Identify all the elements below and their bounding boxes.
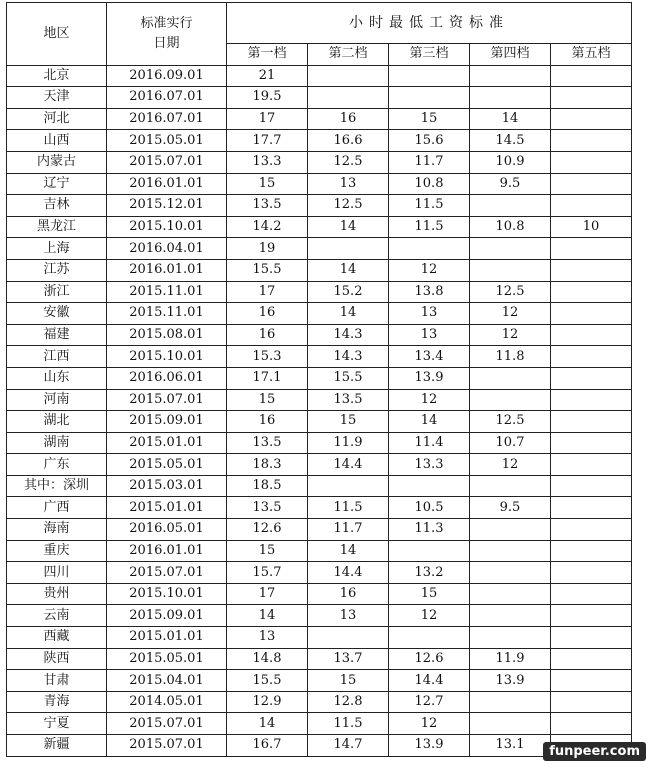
cell-tier-3: 12 [389,389,470,411]
cell-tier-5 [551,475,632,497]
table-row [7,173,632,195]
cell-tier-4: 10.9 [470,151,551,173]
cell-tier-5 [551,173,632,195]
cell-tier-5 [551,151,632,173]
cell-tier-2: 16 [308,108,389,130]
cell-tier-2 [308,65,389,87]
cell-tier-2: 13 [308,605,389,627]
cell-date: 2015.07.01 [107,562,227,584]
cell-tier-5 [551,87,632,109]
cell-tier-3: 13 [389,303,470,325]
cell-region: 贵州 [7,583,107,605]
header-tier-3: 第三档 [389,44,470,66]
cell-tier-4: 12 [470,454,551,476]
cell-tier-4: 12.5 [470,281,551,303]
table-row [7,583,632,605]
table-row [7,108,632,130]
cell-date: 2015.03.01 [107,475,227,497]
cell-tier-1: 14.8 [227,648,308,670]
cell-tier-2: 14.4 [308,454,389,476]
cell-tier-1: 15 [227,389,308,411]
cell-tier-2: 14.3 [308,346,389,368]
cell-region: 云南 [7,605,107,627]
cell-tier-1: 15.7 [227,562,308,584]
cell-tier-3: 13.2 [389,562,470,584]
cell-region: 青海 [7,691,107,713]
cell-tier-1: 14.2 [227,216,308,238]
cell-tier-1: 13.3 [227,151,308,173]
header-title: 小时最低工资标准 [227,3,632,44]
cell-region: 陕西 [7,648,107,670]
cell-tier-2: 15 [308,411,389,433]
table-row [7,411,632,433]
cell-tier-2: 14 [308,303,389,325]
header-region: 地区 [7,3,107,66]
header-date-line2: 日期 [153,35,180,51]
cell-tier-5 [551,346,632,368]
cell-tier-2 [308,238,389,260]
table-row [7,238,632,260]
cell-tier-4: 9.5 [470,497,551,519]
cell-tier-4 [470,238,551,260]
cell-date: 2016.01.01 [107,540,227,562]
cell-region: 福建 [7,324,107,346]
cell-tier-2: 15 [308,670,389,692]
cell-tier-3 [389,475,470,497]
cell-tier-4 [470,583,551,605]
cell-date: 2015.10.01 [107,346,227,368]
cell-tier-2: 14.7 [308,735,389,757]
cell-tier-5 [551,562,632,584]
cell-date: 2016.04.01 [107,238,227,260]
cell-tier-4 [470,540,551,562]
table-row [7,432,632,454]
cell-date: 2015.09.01 [107,605,227,627]
cell-tier-2: 15.5 [308,367,389,389]
cell-region: 江苏 [7,259,107,281]
cell-date: 2016.06.01 [107,367,227,389]
table-row [7,195,632,217]
cell-date: 2014.05.01 [107,691,227,713]
cell-tier-4: 13.9 [470,670,551,692]
cell-tier-5 [551,540,632,562]
header-tier-2: 第二档 [308,44,389,66]
cell-tier-5 [551,627,632,649]
table-row [7,519,632,541]
cell-region: 四川 [7,562,107,584]
cell-tier-4: 11.9 [470,648,551,670]
table-row [7,670,632,692]
cell-tier-4: 12.5 [470,411,551,433]
cell-tier-5 [551,454,632,476]
cell-tier-1: 14 [227,713,308,735]
cell-tier-3: 10.8 [389,173,470,195]
cell-tier-1: 17.1 [227,367,308,389]
cell-tier-2: 14 [308,216,389,238]
cell-tier-4 [470,519,551,541]
cell-tier-4 [470,691,551,713]
cell-date: 2015.05.01 [107,130,227,152]
cell-tier-1: 13.5 [227,195,308,217]
cell-date: 2016.05.01 [107,519,227,541]
cell-region: 新疆 [7,735,107,757]
cell-date: 2016.07.01 [107,87,227,109]
cell-region: 吉林 [7,195,107,217]
cell-date: 2015.08.01 [107,324,227,346]
cell-tier-4: 14.5 [470,130,551,152]
cell-tier-1: 15.5 [227,670,308,692]
cell-tier-4: 14 [470,108,551,130]
cell-tier-4: 11.8 [470,346,551,368]
cell-tier-4 [470,562,551,584]
cell-tier-3: 15 [389,108,470,130]
cell-tier-5 [551,389,632,411]
cell-tier-4: 9.5 [470,173,551,195]
cell-tier-3: 14.4 [389,670,470,692]
cell-region: 山西 [7,130,107,152]
cell-tier-3: 12 [389,713,470,735]
table-row [7,497,632,519]
cell-region: 上海 [7,238,107,260]
cell-tier-3: 11.3 [389,519,470,541]
cell-tier-4 [470,627,551,649]
cell-tier-3: 11.5 [389,195,470,217]
cell-tier-5 [551,432,632,454]
cell-tier-5 [551,195,632,217]
header-tier-4: 第四档 [470,44,551,66]
cell-tier-4: 12 [470,303,551,325]
cell-date: 2015.07.01 [107,389,227,411]
cell-region: 天津 [7,87,107,109]
cell-date: 2016.07.01 [107,108,227,130]
cell-tier-5 [551,303,632,325]
cell-tier-2 [308,475,389,497]
cell-tier-4 [470,389,551,411]
cell-region: 湖北 [7,411,107,433]
cell-tier-5 [551,411,632,433]
cell-tier-3: 14 [389,411,470,433]
cell-region: 辽宁 [7,173,107,195]
cell-region: 浙江 [7,281,107,303]
cell-tier-3: 10.5 [389,497,470,519]
cell-tier-3: 12 [389,605,470,627]
cell-date: 2015.09.01 [107,411,227,433]
header-tier-1: 第一档 [227,44,308,66]
table-row [7,540,632,562]
cell-tier-1: 16 [227,324,308,346]
cell-tier-5 [551,670,632,692]
cell-date: 2015.07.01 [107,713,227,735]
cell-tier-3: 11.4 [389,432,470,454]
cell-tier-5 [551,583,632,605]
cell-tier-1: 13 [227,627,308,649]
cell-tier-2: 11.9 [308,432,389,454]
cell-tier-3: 12 [389,259,470,281]
table-row [7,130,632,152]
cell-tier-1: 15.3 [227,346,308,368]
cell-tier-1: 17.7 [227,130,308,152]
cell-tier-1: 15 [227,173,308,195]
header-tier-5: 第五档 [551,44,632,66]
cell-tier-3: 11.5 [389,216,470,238]
cell-tier-1: 16 [227,303,308,325]
table-row [7,367,632,389]
table-body [7,65,632,756]
cell-region: 湖南 [7,432,107,454]
cell-tier-1: 12.6 [227,519,308,541]
cell-tier-3 [389,238,470,260]
cell-tier-1: 18.5 [227,475,308,497]
cell-tier-4: 12 [470,324,551,346]
cell-tier-4 [470,87,551,109]
cell-region: 海南 [7,519,107,541]
cell-tier-2: 14.4 [308,562,389,584]
cell-tier-4: 13.1 [470,735,551,757]
cell-tier-3: 11.7 [389,151,470,173]
cell-tier-4 [470,713,551,735]
cell-tier-1: 17 [227,583,308,605]
cell-tier-3: 13.3 [389,454,470,476]
cell-date: 2015.11.01 [107,303,227,325]
cell-tier-3: 12.6 [389,648,470,670]
cell-region: 山东 [7,367,107,389]
cell-tier-2: 11.7 [308,519,389,541]
cell-tier-3: 15 [389,583,470,605]
cell-tier-5 [551,324,632,346]
cell-tier-5 [551,108,632,130]
cell-tier-1: 15.5 [227,259,308,281]
cell-tier-4 [470,605,551,627]
table-row [7,346,632,368]
cell-tier-1: 13.5 [227,432,308,454]
cell-region: 重庆 [7,540,107,562]
table-row [7,87,632,109]
cell-tier-2 [308,87,389,109]
cell-tier-5 [551,259,632,281]
table-row [7,648,632,670]
cell-tier-5: 10 [551,216,632,238]
header-date-line1: 标准实行 [140,15,193,31]
cell-tier-4: 10.7 [470,432,551,454]
cell-tier-2: 11.5 [308,497,389,519]
cell-date: 2016.01.01 [107,259,227,281]
cell-region: 内蒙古 [7,151,107,173]
cell-date: 2015.01.01 [107,627,227,649]
table-row [7,303,632,325]
table-row [7,259,632,281]
cell-tier-1: 19 [227,238,308,260]
table-row [7,562,632,584]
table-row [7,454,632,476]
cell-region: 其中：深圳 [7,475,107,497]
cell-tier-1: 12.9 [227,691,308,713]
table-row [7,65,632,87]
cell-tier-4: 10.8 [470,216,551,238]
cell-region: 甘肃 [7,670,107,692]
cell-tier-3: 13.9 [389,367,470,389]
cell-date: 2015.01.01 [107,432,227,454]
cell-tier-2: 13.5 [308,389,389,411]
table-row [7,389,632,411]
cell-region: 安徽 [7,303,107,325]
watermark-logo: funpeer.com [543,742,646,761]
cell-date: 2015.05.01 [107,454,227,476]
cell-tier-2: 11.5 [308,713,389,735]
cell-date: 2015.12.01 [107,195,227,217]
cell-tier-2: 12.8 [308,691,389,713]
cell-region: 河南 [7,389,107,411]
cell-tier-4 [470,259,551,281]
cell-tier-1: 17 [227,108,308,130]
minimum-wage-table [6,2,632,757]
cell-tier-3 [389,65,470,87]
table-row [7,216,632,238]
cell-tier-2: 15.2 [308,281,389,303]
cell-tier-5 [551,497,632,519]
cell-date: 2016.09.01 [107,65,227,87]
cell-tier-2: 13 [308,173,389,195]
cell-date: 2015.04.01 [107,670,227,692]
cell-region: 河北 [7,108,107,130]
cell-region: 西藏 [7,627,107,649]
cell-tier-3 [389,627,470,649]
header-row [7,3,632,44]
cell-tier-2 [308,627,389,649]
cell-tier-5 [551,65,632,87]
table-row [7,151,632,173]
cell-region: 宁夏 [7,713,107,735]
cell-tier-1: 18.3 [227,454,308,476]
cell-tier-4 [470,367,551,389]
cell-tier-3 [389,540,470,562]
cell-tier-4 [470,475,551,497]
cell-tier-3: 13 [389,324,470,346]
cell-tier-3: 15.6 [389,130,470,152]
cell-date: 2015.11.01 [107,281,227,303]
cell-tier-5 [551,691,632,713]
cell-tier-5 [551,281,632,303]
cell-region: 黑龙江 [7,216,107,238]
cell-tier-3: 12.7 [389,691,470,713]
cell-tier-3: 13.8 [389,281,470,303]
table-row [7,713,632,735]
cell-tier-1: 15 [227,540,308,562]
table-row [7,735,632,757]
cell-tier-5 [551,367,632,389]
cell-region: 广西 [7,497,107,519]
cell-tier-3: 13.4 [389,346,470,368]
cell-date: 2015.07.01 [107,735,227,757]
cell-tier-5 [551,605,632,627]
cell-tier-2: 13.7 [308,648,389,670]
cell-tier-1: 14 [227,605,308,627]
cell-date: 2015.01.01 [107,497,227,519]
cell-tier-3 [389,87,470,109]
cell-tier-1: 13.5 [227,497,308,519]
cell-tier-2: 16 [308,583,389,605]
table-row [7,627,632,649]
table-row [7,605,632,627]
cell-tier-5 [551,713,632,735]
cell-tier-2: 14.3 [308,324,389,346]
table-row [7,324,632,346]
cell-date: 2015.10.01 [107,216,227,238]
cell-tier-5 [551,130,632,152]
cell-date: 2015.07.01 [107,151,227,173]
cell-tier-1: 16 [227,411,308,433]
cell-tier-2: 14 [308,259,389,281]
cell-tier-1: 19.5 [227,87,308,109]
cell-tier-4 [470,195,551,217]
cell-tier-5 [551,648,632,670]
cell-tier-2: 16.6 [308,130,389,152]
cell-tier-2: 12.5 [308,151,389,173]
cell-tier-5 [551,519,632,541]
header-date [107,3,227,66]
cell-tier-1: 17 [227,281,308,303]
cell-date: 2015.05.01 [107,648,227,670]
cell-tier-1: 16.7 [227,735,308,757]
cell-region: 江西 [7,346,107,368]
cell-tier-3: 13.9 [389,735,470,757]
cell-tier-5 [551,238,632,260]
cell-tier-2: 12.5 [308,195,389,217]
table-row [7,475,632,497]
cell-tier-2: 14 [308,540,389,562]
table-row [7,281,632,303]
cell-tier-1: 21 [227,65,308,87]
cell-region: 广东 [7,454,107,476]
cell-region: 北京 [7,65,107,87]
cell-date: 2015.10.01 [107,583,227,605]
cell-date: 2016.01.01 [107,173,227,195]
cell-tier-4 [470,65,551,87]
table-row [7,691,632,713]
